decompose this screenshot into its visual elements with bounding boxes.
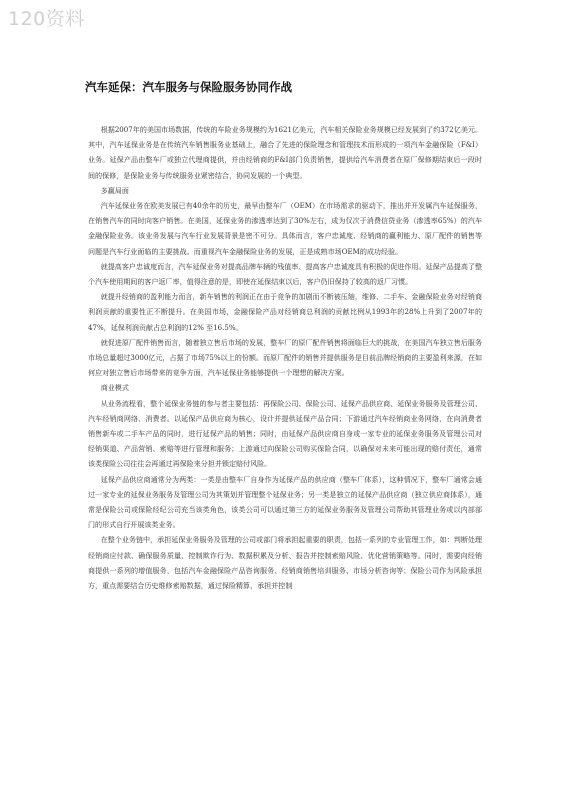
paragraph-intro: 根据2007年的美国市场数据，传统的车险业务规模约为1621亿美元，汽车相关保险业务规模已经发展到了约372亿美元。其中，汽车延保业务是在传统汽车销售服务业基础上，融合了先进的保险理念和管理技术而形成的一项汽车金融保险（F&I）业务。延保产品由整车厂或独立代理商提供，并由经销商的F&I部门负责销售，提供给汽车消费者在原厂保修期结束后一段时间的保修，是保险业务与传统服务业紧密结合，协同发展的一个典型。 <box>88 125 482 180</box>
paragraph-parts-sales: 就促进原厂配件销售而言，随着独立售后市场的发展，整车厂的原厂配件销售将面临巨大的挑战，在美国汽车独立售后服务市场总量超过3000亿元，占据了市场75%以上的份额。而原厂配件的销售并提供服务是目前品牌经销商的主要盈利来源，在如何应对独立售后市场带来的竞争方面，汽车延保业务能够提供一个理想的解决方案。 <box>88 337 482 378</box>
paragraph-profitability: 就提升经销商的盈利能力而言，新车销售的利润正在由于竞争的加剧而不断被压缩，维修、二手车、金融保险业务对经销商利润贡献的重要性正不断提升。在美国市场，金融保险产品对经销商总利润的贡献比例从1993年的28%上升到了2007年的47%，延保利润贡献占总利润的12% 至16.5%。 <box>88 292 482 332</box>
section-heading-business-model: 商业模式 <box>100 383 129 393</box>
page-title: 汽车延保：汽车服务与保险服务协同作战 <box>85 80 292 94</box>
paragraph-management: 在整个业务链中，承担延保业务服务及管理的公司或部门将承担起重要的职责，包括一系列的专业管理工作，如：判断处理经销商应付款、确保服务质量、控制欺诈行为、数据积累及分析、报告并控制索赔风险、优化营销策略等。同时，需要向经销商提供一系列的增值服务，包括汽车金融保险产品咨询服务、经销商销售培训服务、市场分析咨询等；保险公司作为风险承担方，重点需要结合历史维修索赔数据，通过保险精算，承担并控制 <box>88 535 482 591</box>
paragraph-process: 从业务流程看，整个延保业务链的参与者主要包括：再保险公司、保险公司、延保产品供应商、延保业务服务及管理公司、汽车经销商网络、消费者。以延保产品供应商为核心，设计并提供延保产品合同；下游通过汽车经销商业务网络，在向消费者销售新车或二手车产品的同时，进行延保产品的销售；同时，由延保产品供应商自身或一家专业的延保业务服务及管理公司对经销渠道、产品营销、索赔等进行管理和服务；上游通过向保险公司购买保险合同，以确保对未来可能出现的赔付责任，通常该类保险公司往往会再通过再保险来分担并锁定赔付风险。 <box>88 398 482 469</box>
paragraph-history: 汽车延保业务在欧美发展已有40余年的历史，最早由整车厂（OEM）在市场需求的驱动下，推出并开发属汽车延保服务，在销售汽车的同时向客户销售。在美国，延保业务的渗透率达到了30%左右，成为仅次于消费信贷业务（渗透率65%）的汽车金融保险业务。该业务发展与汽车行业发展背景是密不可分。具体而言，客户忠诚度、经销商的赢利能力、原厂配件的销售等问题是汽车行业面临的主要挑战。而重视汽车金融保险业务的发展，正是成熟市场OEM的成功经验。 <box>88 201 482 256</box>
paragraph-providers: 延保产品供应商通常分为两类：一类是由整车厂自身作为延保产品的供应商（整车厂体系），这种情况下，整车厂通常会通过一家专业的延保业务服务及管理公司为其策划并管理整个延保业务；另一类是独立的延保产品供应商（独立供应商体系），通常是保险公司或保险经纪公司充当该类角色，该类公司可以通过第三方的延保业务服务及管理公司帮助其管理业务或以内部部门的形式自行开展该类业务。 <box>88 474 482 530</box>
paragraph-loyalty: 就提高客户忠诚度而言，汽车延保业务对提高品牌车辆的残值率、提高客户忠诚度具有积极的促进作用。延保产品提高了整个汽车使用期间的客户返厂率，值得注意的是，即使在延保结束以后，客户仍旧保持了较高的返厂习惯。 <box>88 261 482 287</box>
watermark-logo: 120资料 <box>8 8 85 30</box>
article-body <box>88 122 482 593</box>
section-heading-win-win: 多赢局面 <box>100 185 129 195</box>
